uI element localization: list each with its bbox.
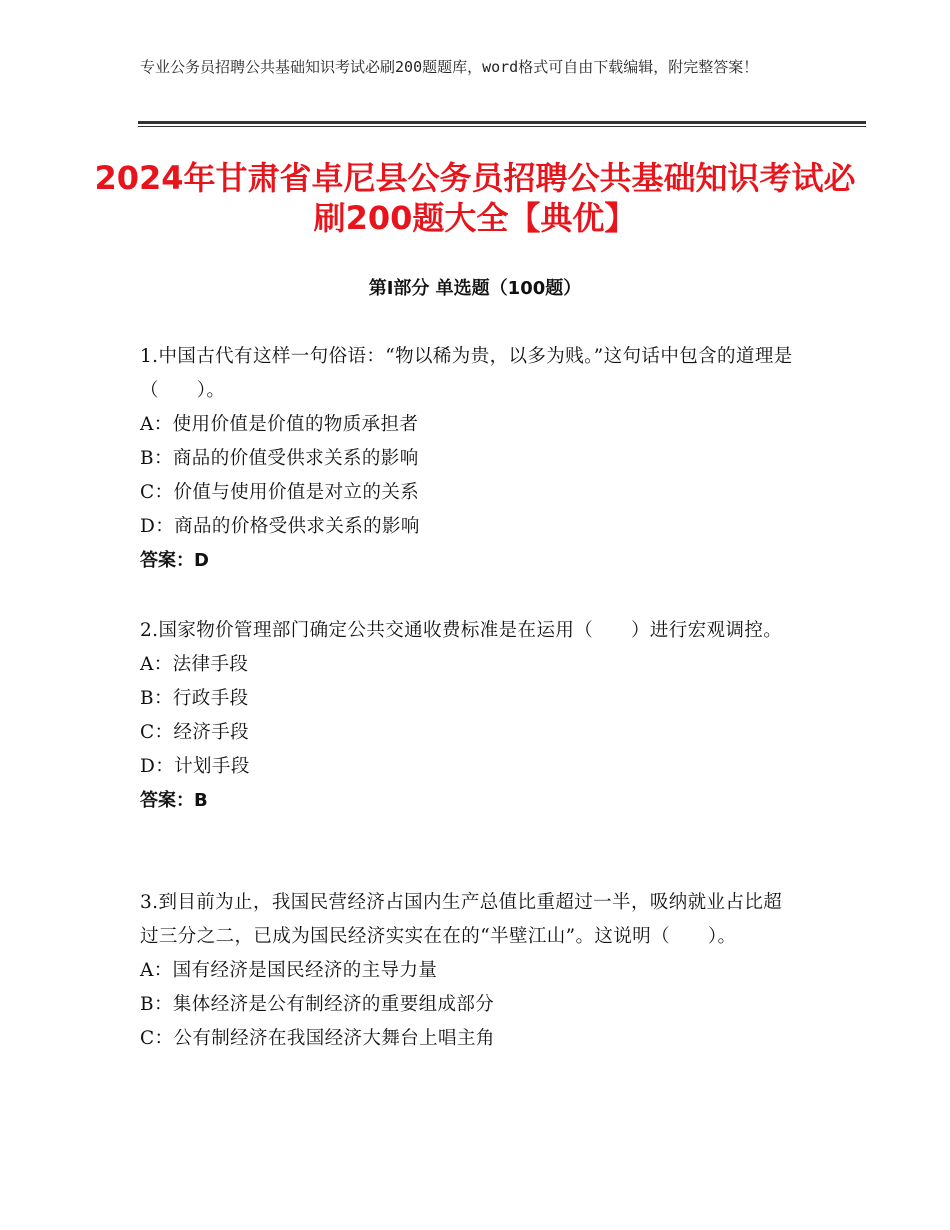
document-title: 2024年甘肃省卓尼县公务员招聘公共基础知识考试必刷200题大全【典优】 [94,159,856,237]
option-b: B：行政手段 [140,688,249,709]
section-title: 第Ⅰ部分 单选题（100题） [368,278,582,299]
option-a: A：国有经济是国民经济的主导力量 [140,960,438,981]
question-1 [140,340,800,578]
question-stem: 3.到目前为止，我国民营经济占国内生产总值比重超过一半，吸纳就业占比超过三分之二，已成为国民经济实实在在的“半壁江山”。这说明（ ）。 [140,892,783,947]
question-2 [140,614,800,818]
question-stem: 2.国家物价管理部门确定公共交通收费标准是在运用（ ）进行宏观调控。 [140,620,783,641]
option-b: B：商品的价值受供求关系的影响 [140,448,419,469]
answer: 答案：B [140,790,208,811]
option-c: C：经济手段 [140,722,250,743]
question-3 [140,886,800,1056]
header-note: 专业公务员招聘公共基础知识考试必刷200题题库，word格式可自由下载编辑，附完整答案！ [140,58,759,76]
question-stem: 1.中国古代有这样一句俗语：“物以稀为贵，以多为贱。”这句话中包含的道理是（ ）。 [140,346,793,401]
option-c: C：公有制经济在我国经济大舞台上唱主角 [140,1028,495,1049]
option-d: D：计划手段 [140,756,250,777]
option-a: A：使用价值是价值的物质承担者 [140,414,419,435]
option-d: D：商品的价格受供求关系的影响 [140,516,420,537]
header-rule-thin [138,126,866,127]
option-c: C：价值与使用价值是对立的关系 [140,482,420,503]
answer: 答案：D [140,550,209,571]
option-a: A：法律手段 [140,654,249,675]
option-b: B：集体经济是公有制经济的重要组成部分 [140,994,495,1015]
header-rule-thick [138,121,866,124]
